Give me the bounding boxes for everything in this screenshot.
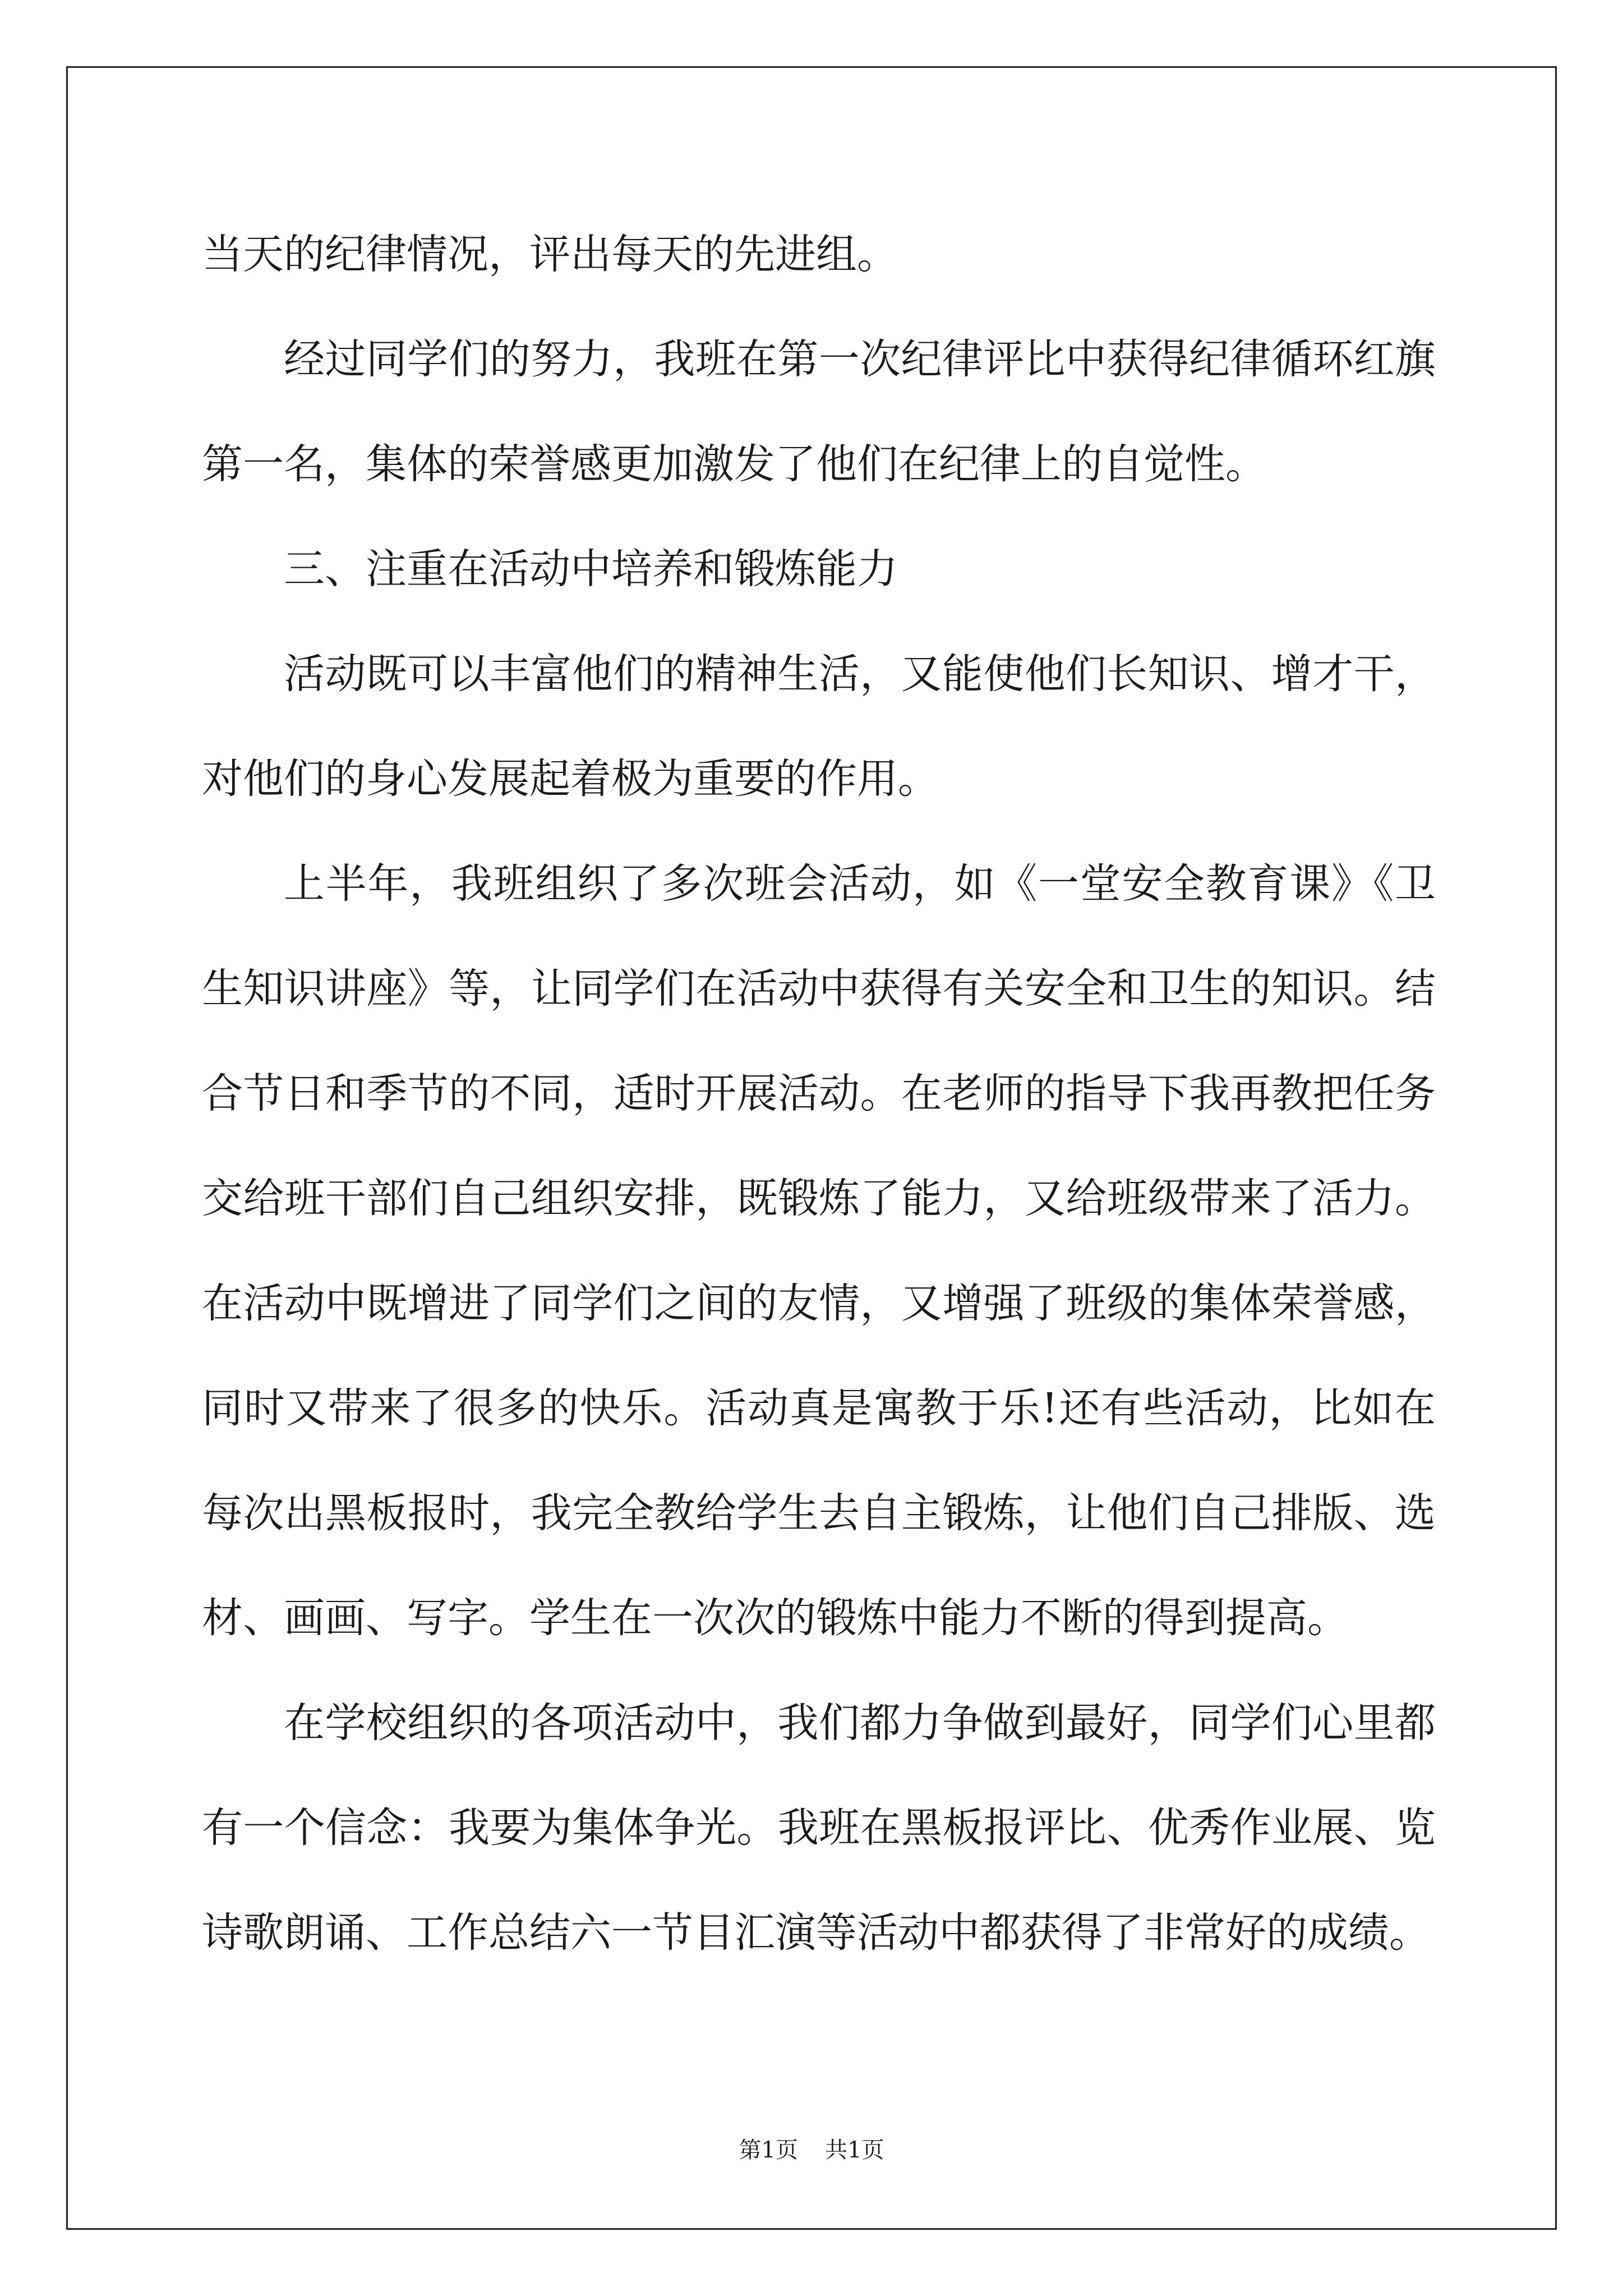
page-footer: [0, 2136, 1623, 2164]
paragraph: 当天的纪律情况，评出每天的先进组。: [202, 231, 898, 278]
paragraph: 上半年，我班组织了多次班会活动，如《一堂安全教育课》《卫生知识讲座》等，让同学们在活动中获得有关安全和卫生的知识。结合节日和季节的不同，适时开展活动。在老师的指导下我再教把任务交给班干部们自己组织安排，既锻炼了能力，又给班级带来了活力。在活动中既增进了同学们之间的友情，又增强了班级的集体荣誉感，同时又带来了很多的快乐。活动真是寓教于乐!还有些活动，比如在每次出黑板报时，我完全教给学生去自主锻炼，让他们自己排版、选材、画画、写字。学生在一次次的锻炼中能力不断的得到提高。: [202, 860, 1436, 1642]
page-number: 第1页: [739, 2137, 798, 2163]
page-total: 共1页: [825, 2137, 884, 2163]
paragraph: 经过同学们的努力，我班在第一次纪律评比中获得纪律循环红旗第一名，集体的荣誉感更加激发了他们在纪律上的自觉性。: [202, 335, 1436, 488]
section-heading: 三、注重在活动中培养和锻炼能力: [284, 545, 898, 593]
paragraph: 活动既可以丰富他们的精神生活，又能使他们长知识、增才干，对他们的身心发展起着极为重要的作用。: [202, 650, 1436, 803]
paragraph: 在学校组织的各项活动中，我们都力争做到最好，同学们心里都有一个信念：我要为集体争光。我班在黑板报评比、优秀作业展、览诗歌朗诵、工作总结六一节目汇演等活动中都获得了非常好的成绩。: [202, 1699, 1436, 1957]
document-body: [202, 202, 1436, 1985]
